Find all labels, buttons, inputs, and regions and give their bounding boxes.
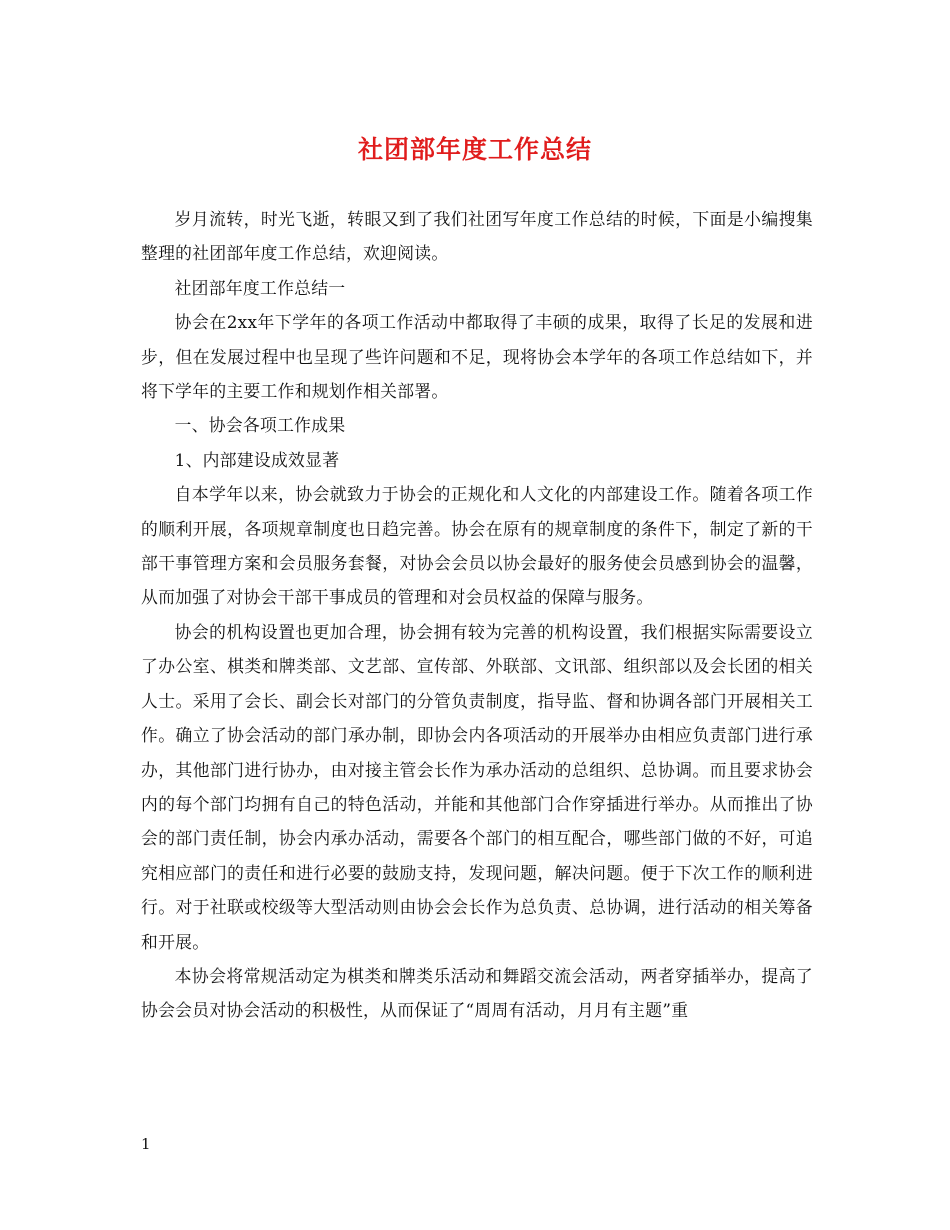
paragraph-internal-building: 自本学年以来，协会就致力于协会的正规化和人文化的内部建设工作。随着各项工作的顺利开展，各项规章制度也日趋完善。协会在原有的规章制度的条件下，制定了新的干部干事管理方案和会员服务套餐，对协会会员以协会最好的服务使会员感到协会的温馨，从而加强了对协会干部干事成员的管理和对会员权益的保障与服务。 xyxy=(141,484,813,608)
document-title: 社团部年度工作总结 xyxy=(357,135,592,164)
section-heading: 一、协会各项工作成果 xyxy=(174,415,346,436)
paragraph-overview: 协会在2xx年下学年的各项工作活动中都取得了丰硕的成果，取得了长足的发展和进步，但在发展过程中也呈现了些许问题和不足，现将协会本学年的各项工作总结如下，并将下学年的主要工作和规划作相关部署。 xyxy=(141,312,813,402)
document-body xyxy=(141,202,813,1028)
paragraph-intro: 岁月流转，时光飞逝，转眼又到了我们社团写年度工作总结的时候，下面是小编搜集整理的社团部年度工作总结，欢迎阅读。 xyxy=(141,209,813,264)
page-number: 1 xyxy=(141,1135,151,1153)
paragraph-subtitle: 社团部年度工作总结一 xyxy=(174,277,346,298)
subsection-heading: 1、内部建设成效显著 xyxy=(174,449,340,470)
paragraph-activities: 本协会将常规活动定为棋类和牌类乐活动和舞蹈交流会活动，两者穿插举办，提高了协会会员对协会活动的积极性，从而保证了“周周有活动，月月有主题”重 xyxy=(141,965,813,1021)
paragraph-organization: 协会的机构设置也更加合理，协会拥有较为完善的机构设置，我们根据实际需要设立了办公室、棋类和牌类部、文艺部、宣传部、外联部、文讯部、组织部以及会长团的相关人士。采用了会长、副会长对部门的分管负责制度，指导监、督和协调各部门开展相关工作。确立了协会活动的部门承办制，即协会内各项活动的开展举办由相应负责部门进行承办，其他部门进行协办，由对接主管会长作为承办活动的总组织、总协调。而且要求协会内的每个部门均拥有自己的特色活动，并能和其他部门合作穿插进行举办。从而推出了协会的部门责任制，协会内承办活动，需要各个部门的相互配合，哪些部门做的不好，可追究相应部门的责任和进行必要的鼓励支持，发现问题，解决问题。便于下次工作的顺利进行。对于社联或校级等大型活动则由协会会长作为总负责、总协调，进行活动的相关筹备和开展。 xyxy=(141,621,813,952)
